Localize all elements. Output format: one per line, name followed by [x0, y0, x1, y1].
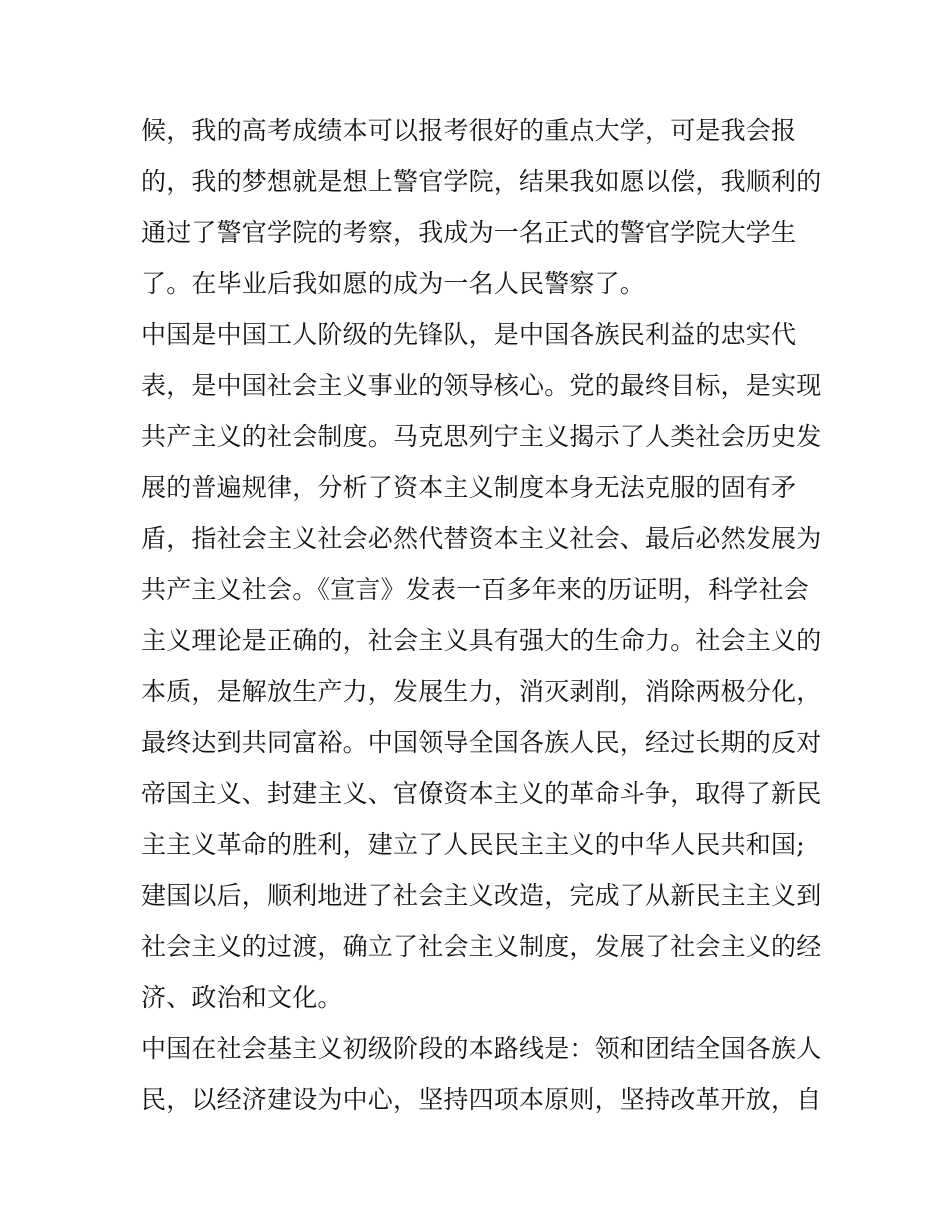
paragraph-2-line-9: 最终达到共同富裕。中国领导全国各族人民，经过长期的反对	[141, 728, 822, 757]
paragraph-2-line-10: 帝国主义、封建主义、官僚资本主义的革命斗争，取得了新民	[141, 779, 822, 808]
paragraph-3-line-2: 民，以经济建设为中心，坚持四项本原则，坚持改革开放，自	[141, 1085, 822, 1114]
paragraph-1-line-4: 了。在毕业后我如愿的成为一名人民警察了。	[141, 269, 646, 298]
paragraph-2-line-7: 主义理论是正确的，社会主义具有强大的生命力。社会主义的	[141, 626, 822, 655]
paragraph-2-line-1: 中国是中国工人阶级的先锋队，是中国各族民利益的忠实代	[141, 320, 797, 349]
paragraph-2-line-3: 共产主义的社会制度。马克思列宁主义揭示了人类社会历史发	[141, 422, 822, 451]
paragraph-3-line-1: 中国在社会基主义初级阶段的本路线是：领和团结全国各族人	[141, 1034, 822, 1063]
document-body	[141, 105, 831, 1125]
paragraph-2-line-5: 盾，指社会主义社会必然代替资本主义社会、最后必然发展为	[141, 524, 822, 553]
paragraph-2-line-8: 本质，是解放生产力，发展生力，消灭剥削，消除两极分化，	[141, 677, 822, 706]
paragraph-2-line-6: 共产主义社会。《宣言》发表一百多年来的历证明，科学社会	[141, 575, 809, 604]
paragraph-2-line-12: 建国以后，顺利地进了社会主义改造，完成了从新民主主义到	[141, 881, 822, 910]
paragraph-2-line-11: 主主义革命的胜利，建立了人民民主主义的中华人民共和国;	[141, 830, 805, 859]
paragraph-1-line-3: 通过了警官学院的考察，我成为一名正式的警官学院大学生	[141, 218, 797, 247]
paragraph-1-line-2: 的，我的梦想就是想上警官学院，结果我如愿以偿，我顺利的	[141, 167, 822, 196]
paragraph-2-line-14: 济、政治和文化。	[141, 983, 343, 1012]
paragraph-1-line-1: 候，我的高考成绩本可以报考很好的重点大学，可是我会报	[141, 116, 797, 145]
paragraph-2-line-2: 表，是中国社会主义事业的领导核心。党的最终目标，是实现	[141, 371, 822, 400]
paragraph-2-line-13: 社会主义的过渡，确立了社会主义制度，发展了社会主义的经	[141, 932, 822, 961]
paragraph-2-line-4: 展的普遍规律，分析了资本主义制度本身无法克服的固有矛	[141, 473, 797, 502]
